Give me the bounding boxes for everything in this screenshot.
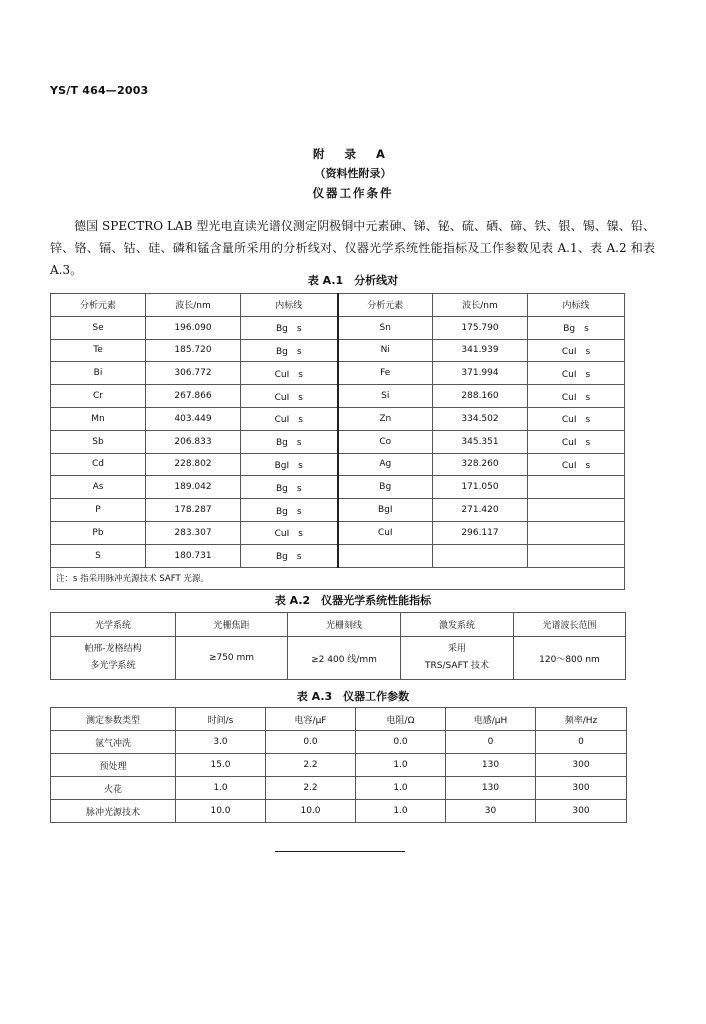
- appendix-title: 仪器工作条件: [312, 186, 394, 200]
- column-header: 波长/nm: [146, 294, 241, 317]
- table-cell: CuI s: [528, 339, 625, 362]
- table-cell: Te: [51, 339, 146, 362]
- table-cell: 0: [536, 731, 627, 754]
- table-cell: Bg s: [241, 430, 338, 453]
- table-cell: Pb: [51, 521, 146, 544]
- table-row: [51, 521, 625, 544]
- table-cell: [528, 476, 625, 499]
- table-cell: 130: [446, 754, 536, 777]
- column-header: 波长/nm: [433, 294, 528, 317]
- table-row: [51, 544, 625, 567]
- table-cell: Co: [338, 430, 433, 453]
- table-cell: 271.420: [433, 499, 528, 522]
- column-header: 光栅刻线: [288, 613, 401, 637]
- table-cell: Bg: [338, 476, 433, 499]
- table-cell: 171.050: [433, 476, 528, 499]
- table-cell: 189.042: [146, 476, 241, 499]
- table-a2-caption: 表 A.2 仪器光学系统性能指标: [274, 594, 432, 607]
- column-header: 频率/Hz: [536, 708, 627, 731]
- table-cell: BgI s: [241, 453, 338, 476]
- table-cell: 403.449: [146, 407, 241, 430]
- excitation-line: TRS/SAFT 技术: [425, 661, 489, 671]
- table-cell: Cd: [51, 453, 146, 476]
- table-cell: 371.994: [433, 362, 528, 385]
- column-header: 测定参数类型: [51, 708, 176, 731]
- table-cell: 0.0: [356, 731, 446, 754]
- table-row: [51, 476, 625, 499]
- table-cell: 341.939: [433, 339, 528, 362]
- column-header: 内标线: [528, 294, 625, 317]
- focal-length-cell: ≥750 mm: [176, 637, 288, 680]
- column-header: 光学系统: [51, 613, 176, 637]
- table-cell: As: [51, 476, 146, 499]
- column-header: 电感/μH: [446, 708, 536, 731]
- table-cell: Bg s: [241, 499, 338, 522]
- end-rule: [275, 851, 405, 852]
- table-cell: 180.731: [146, 544, 241, 567]
- table-cell: 267.866: [146, 385, 241, 408]
- table-cell: 300: [536, 777, 627, 800]
- table-cell: 206.833: [146, 430, 241, 453]
- column-header: 分析元素: [338, 294, 433, 317]
- optical-system-table: [50, 612, 626, 680]
- table-cell: [338, 544, 433, 567]
- table-cell: Ag: [338, 453, 433, 476]
- table-cell: 15.0: [176, 754, 266, 777]
- table-cell: 3.0: [176, 731, 266, 754]
- excitation-line: 采用: [447, 644, 466, 654]
- table-row: [51, 453, 625, 476]
- table-cell: Zn: [338, 407, 433, 430]
- table-cell: Sn: [338, 316, 433, 339]
- table-row: [51, 731, 627, 754]
- table-cell: 火花: [51, 777, 176, 800]
- document-code: YS/T 464—2003: [50, 84, 149, 97]
- table-cell: 228.802: [146, 453, 241, 476]
- table-row: [51, 362, 625, 385]
- table-cell: CuI s: [241, 521, 338, 544]
- table-row: [51, 499, 625, 522]
- table-cell: 300: [536, 754, 627, 777]
- table-a1-note: 注：s 指采用脉冲光源技术 SAFT 光源。: [51, 567, 625, 590]
- optical-system-line: 多光学系统: [90, 661, 136, 671]
- table-cell: Si: [338, 385, 433, 408]
- table-row: [51, 754, 627, 777]
- column-header: 激发系统: [401, 613, 514, 637]
- optical-system-cell: [51, 637, 176, 680]
- table-cell: Cr: [51, 385, 146, 408]
- table-cell: Ni: [338, 339, 433, 362]
- table-cell: CuI s: [241, 362, 338, 385]
- working-parameters-table: [50, 707, 627, 823]
- table-cell: Bg s: [528, 316, 625, 339]
- table-cell: 1.0: [356, 800, 446, 823]
- table-cell: P: [51, 499, 146, 522]
- table-cell: 130: [446, 777, 536, 800]
- table-cell: 0.0: [266, 731, 356, 754]
- table-cell: 288.160: [433, 385, 528, 408]
- table-cell: 10.0: [266, 800, 356, 823]
- table-a1-caption: 表 A.1 分析线对: [307, 274, 399, 287]
- table-cell: 328.260: [433, 453, 528, 476]
- table-cell: [528, 521, 625, 544]
- table-cell: 300: [536, 800, 627, 823]
- table-cell: 178.287: [146, 499, 241, 522]
- grating-lines-cell: ≥2 400 线/mm: [288, 637, 401, 680]
- table-cell: 185.720: [146, 339, 241, 362]
- table-row: [51, 800, 627, 823]
- table-cell: Bg s: [241, 476, 338, 499]
- table-cell: 196.090: [146, 316, 241, 339]
- wavelength-range-cell: 120～800 nm: [514, 637, 626, 680]
- table-row: [51, 316, 625, 339]
- table-header-row: [51, 613, 626, 637]
- intro-paragraph: 德国 SPECTRO LAB 型光电直读光谱仪测定阴极铜中元素砷、锑、铋、硫、硒、碲、铁、银、锡、镍、铅、锌、铬、镉、钴、硅、磷和锰含量所采用的分析线对、仪器光学系统性能指标及工作参数见表 A.1、表 A.2 和表 A.3。: [50, 219, 655, 277]
- column-header: 电阻/Ω: [356, 708, 446, 731]
- analysis-line-pairs-table: [50, 293, 625, 590]
- column-header: 电容/μF: [266, 708, 356, 731]
- table-cell: 10.0: [176, 800, 266, 823]
- table-cell: 306.772: [146, 362, 241, 385]
- table-cell: CuI s: [528, 362, 625, 385]
- table-cell: Se: [51, 316, 146, 339]
- table-cell: 30: [446, 800, 536, 823]
- column-header: 光谱波长范围: [514, 613, 626, 637]
- excitation-system-cell: [401, 637, 514, 680]
- table-cell: CuI s: [528, 430, 625, 453]
- table-cell: 283.307: [146, 521, 241, 544]
- table-cell: 1.0: [356, 777, 446, 800]
- table-cell: Mn: [51, 407, 146, 430]
- table-cell: [433, 544, 528, 567]
- table-cell: Bg s: [241, 544, 338, 567]
- table-cell: Bg s: [241, 339, 338, 362]
- table-cell: 296.117: [433, 521, 528, 544]
- table-cell: 预处理: [51, 754, 176, 777]
- table-cell: 2.2: [266, 754, 356, 777]
- table-cell: CuI: [338, 521, 433, 544]
- table-cell: [528, 544, 625, 567]
- table-cell: 334.502: [433, 407, 528, 430]
- table-cell: 脉冲光源技术: [51, 800, 176, 823]
- table-cell: [528, 499, 625, 522]
- table-row: [51, 777, 627, 800]
- appendix-label: 附 录 A: [313, 147, 393, 161]
- table-row: [51, 339, 625, 362]
- column-header: 内标线: [241, 294, 338, 317]
- column-header: 时间/s: [176, 708, 266, 731]
- table-row: [51, 637, 626, 680]
- table-cell: BgI: [338, 499, 433, 522]
- appendix-type: （资料性附录）: [314, 167, 392, 180]
- table-row: [51, 430, 625, 453]
- table-row: [51, 407, 625, 430]
- table-cell: CuI s: [241, 407, 338, 430]
- table-cell: 2.2: [266, 777, 356, 800]
- table-cell: Bi: [51, 362, 146, 385]
- table-cell: 345.351: [433, 430, 528, 453]
- table-cell: S: [51, 544, 146, 567]
- table-cell: Fe: [338, 362, 433, 385]
- table-cell: CuI s: [528, 407, 625, 430]
- table-cell: CuI s: [241, 385, 338, 408]
- optical-system-line: 帕邢-龙格结构: [84, 644, 142, 654]
- table-cell: Sb: [51, 430, 146, 453]
- table-cell: 1.0: [176, 777, 266, 800]
- table-cell: Bg s: [241, 316, 338, 339]
- table-cell: CuI s: [528, 385, 625, 408]
- table-cell: 氩气冲洗: [51, 731, 176, 754]
- column-header: 分析元素: [51, 294, 146, 317]
- column-header: 光栅焦距: [176, 613, 288, 637]
- table-header-row: [51, 708, 627, 731]
- table-cell: CuI s: [528, 453, 625, 476]
- table-cell: 0: [446, 731, 536, 754]
- table-cell: 1.0: [356, 754, 446, 777]
- table-a3-caption: 表 A.3 仪器工作参数: [296, 690, 410, 703]
- table-cell: 175.790: [433, 316, 528, 339]
- table-row: [51, 385, 625, 408]
- table-header-row: [51, 294, 625, 317]
